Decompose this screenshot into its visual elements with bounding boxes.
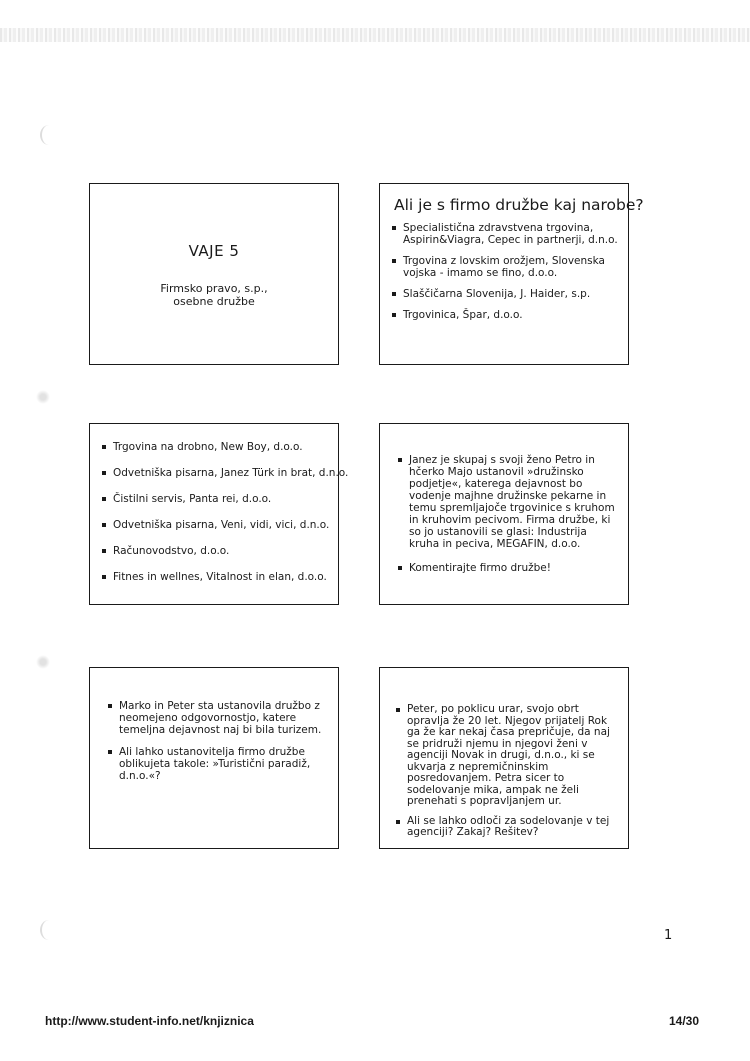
bullet-item: Ali lahko ustanovitelja firmo družbe oblikujeta takole: »Turistični paradiž, d.n.o.«? [108, 746, 330, 782]
bullet-item: Peter, po poklicu urar, svojo obrt opravlja že 20 let. Njegov prijatelj Rok ga že kar nekaj časa prepričuje, da naj se pridruži njemu in njegovi ženi v agenciji Novak in drugi, d.n.o., ki se ukvarja z nepremičninskim posredovanjem. Petra sicer to sodelovanje mika, ampak ne želi prenehati s popravljanjem ur. [396, 704, 620, 808]
bullet-item: Odvetniška pisarna, Veni, vidi, vici, d.n.o. [102, 519, 338, 531]
bullet-list [380, 222, 628, 321]
page-number: 1 [664, 928, 673, 943]
slide-1 [89, 183, 339, 365]
bullet-list [380, 704, 628, 839]
scan-artifact-strip [0, 28, 750, 42]
bullet-item: Fitnes in wellnes, Vitalnost in elan, d.o.o. [102, 571, 338, 583]
slide-3 [89, 423, 349, 605]
bullet-item: Odvetniška pisarna, Janez Türk in brat, d.n.o. [102, 467, 338, 479]
punch-hole-mark [40, 125, 58, 145]
slide-subtitle: Firmsko pravo, s.p., osebne družbe [160, 282, 268, 308]
bullet-list [380, 454, 628, 574]
scan-speck [36, 390, 50, 404]
bullet-item: Specialistična zdravstvena trgovina, Aspirin&Viagra, Cepec in partnerji, d.n.o. [392, 222, 620, 246]
slide-5 [89, 667, 339, 849]
bullet-item: Slaščičarna Slovenija, J. Haider, s.p. [392, 288, 620, 300]
slide-2 [379, 183, 644, 365]
slide-heading: Ali je s firmo družbe kaj narobe? [394, 196, 644, 214]
bullet-item: Marko in Peter sta ustanovila družbo z neomejeno odgovornostjo, katere temeljna dejavnost naj bi bila turizem. [108, 700, 330, 736]
bullet-item: Trgovina z lovskim orožjem, Slovenska vojska - imamo se fino, d.o.o. [392, 255, 620, 279]
bullet-list [90, 700, 338, 782]
bullet-item: Trgovinica, Špar, d.o.o. [392, 309, 620, 321]
slide-4 [379, 423, 629, 605]
bullet-item: Komentirajte firmo družbe! [398, 562, 620, 574]
bullet-item: Ali se lahko odloči za sodelovanje v tej agenciji? Zakaj? Rešitev? [396, 816, 620, 839]
bullet-list [90, 441, 349, 583]
bullet-item: Računovodstvo, d.o.o. [102, 545, 338, 557]
bullet-item: Trgovina na drobno, New Boy, d.o.o. [102, 441, 338, 453]
scan-speck [36, 655, 50, 669]
bullet-item: Janez je skupaj s svoji ženo Petro in hčerko Majo ustanovil »družinsko podjetje«, katerega dejavnost bo vodenje majhne družinske pekarne in temu spremljajoče trgovinice s kruhom in kruhovim pecivom. Firma družbe, ki so jo ustanovili se glasi: Industrija kruha in peciva, MEGAFIN, d.o.o. [398, 454, 620, 550]
footer-page-count: 14/30 [669, 1014, 700, 1028]
bullet-item: Čistilni servis, Panta rei, d.o.o. [102, 493, 338, 505]
footer-url: http://www.student-info.net/knjiznica [45, 1014, 254, 1028]
slide-6 [379, 667, 629, 849]
slide-title: VAJE 5 [188, 242, 240, 260]
punch-hole-mark [40, 920, 58, 940]
